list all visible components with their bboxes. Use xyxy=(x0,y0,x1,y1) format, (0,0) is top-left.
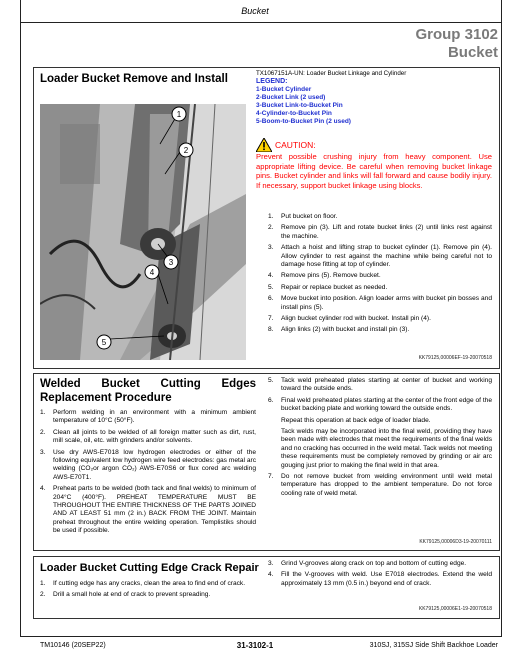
list-item: 2. Clean all joints to be welded of all foreign matter such as dirt, rust, mill scale, oil, etc. with grinders and/or solvents. xyxy=(40,428,256,445)
welded-edges-steps-left xyxy=(40,409,256,539)
list-item: 7. Do not remove bucket from welding environment until weld metal temperature has dropped to the ambient temperature. Do not force cooling rate of weld metal. xyxy=(268,473,492,497)
list-item: 5. Repair or replace bucket as needed. xyxy=(268,283,388,291)
bucket-linkage-photo xyxy=(40,104,246,360)
section-title-remove-install: Loader Bucket Remove and Install xyxy=(40,73,228,85)
section-title-welded-edges: Welded Bucket Cutting Edges Replacement Procedure xyxy=(40,378,256,404)
footer-model: 310SJ, 315SJ Side Shift Backhoe Loader xyxy=(369,642,498,649)
list-item: 2. Remove pin (3). Lift and rotate bucket links (2) until links rest against the machine. xyxy=(268,224,492,240)
photo-illustration xyxy=(40,104,246,360)
remove-install-steps xyxy=(268,213,492,338)
list-item: 2. Drill a small hole at end of crack to prevent spreading. xyxy=(40,591,211,599)
callout-label-1: 1 xyxy=(176,110,182,119)
list-item: 4. Preheat parts to be welded (both tack and final welds) to minimum of 204°C (400°F). PREHEAT TEMPERATURE MUST BE THROUGHOUT THE ENTIRE THICKNESS OF THE PARTS JOINED AND AT LEAST 51 mm (2 in.) BACK FROM THE JOINT. Maintain preheat throughout the entire welding operation. Templistiks should be used if possible. xyxy=(40,485,256,535)
reference-code-3: KK79125,00006E1-19-20070518 xyxy=(418,606,492,612)
legend-item-1: 1-Bucket Cylinder xyxy=(256,86,312,93)
list-item: 3. Attach a hoist and lifting strap to bucket cylinder (1). Remove pin (4). Allow cylinder to rest against the machine while being careful not to damage hose fitting at top of cylinder. xyxy=(268,244,492,269)
group-number: Group 3102 xyxy=(415,26,498,43)
list-item: 6. Final weld preheated plates starting at the center of the front edge of the bucket backing plate and working toward the outside ends. xyxy=(268,396,492,413)
legend-item-3: 3-Bucket Link-to-Bucket Pin xyxy=(256,102,343,109)
crack-repair-steps-left xyxy=(40,580,256,603)
caution-block xyxy=(256,138,492,190)
footer-doc-id: TM10146 (20SEP22) xyxy=(40,642,106,649)
list-item: 5. Tack weld preheated plates starting at center of bucket and working toward the outside ends. xyxy=(268,377,492,393)
callout-label-5: 5 xyxy=(101,338,107,347)
warning-icon xyxy=(256,138,272,152)
caution-text: Prevent possible crushing injury from heavy component. Use appropriate lifting device. Be careful when removing bucket linkage pins. Bucket cylinder and links will fall forward and cause bodily injury. If necessary, support bucket linkage using blocks. xyxy=(256,152,492,190)
list-item: 1. If cutting edge has any cracks, clean the area to find end of crack. xyxy=(40,580,246,587)
legend-item-2: 2-Bucket Link (2 used) xyxy=(256,94,326,101)
figure-caption: TX1067151A-UN: Loader Bucket Linkage and Cylinder xyxy=(256,70,407,77)
reference-code-2: KK79125,00006D3-19-20070111 xyxy=(419,539,492,545)
footer-page-number: 31-3102-1 xyxy=(236,641,274,650)
callout-label-3: 3 xyxy=(168,258,174,267)
list-item: 3. Use dry AWS-E7018 low hydrogen electrodes or either of the following equivalent low hydrogen wire feed electrodes: gas metal arc welding (CO₂or argon CO₂) AWS-E70S6 or flux cored arc welding AWS-E70T1. xyxy=(40,448,256,481)
note-repeat: Repeat this operation at back edge of loader blade. xyxy=(281,416,431,424)
list-item: 4. Remove pins (5). Remove bucket. xyxy=(268,272,381,280)
list-item: 4. Fill the V-grooves with weld. Use E7018 electrodes. Extend the weld approximately 13 mm (0.5 in.) beyond end of crack. xyxy=(268,571,492,587)
group-heading xyxy=(415,26,498,62)
reference-code-1: KK79125,00006EF-19-20070518 xyxy=(418,355,492,361)
list-item: 6. Move bucket into position. Align loader arms with bucket pin bosses and install pins (5). xyxy=(268,295,492,311)
welded-edges-steps-right xyxy=(268,377,492,501)
legend-item-5: 5-Boom-to-Bucket Pin (2 used) xyxy=(256,118,351,125)
note-tack-welds: Tack welds may be incorporated into the final weld, providing they have been made with electrodes that meet the requirements of the final welds and no cracking has occurred in the weld metal. Tack welds not meeting these requirements must be completely removed by grinding or air arc gouging just prior to making the final weld in that area. xyxy=(281,428,492,469)
section-title-crack-repair: Loader Bucket Cutting Edge Crack Repair xyxy=(40,562,259,574)
legend-item-4: 4-Cylinder-to-Bucket Pin xyxy=(256,110,332,117)
legend-title: LEGEND: xyxy=(256,78,288,85)
list-item: 1. Put bucket on floor. xyxy=(268,213,338,220)
list-item: 7. Align bucket cylinder rod with bucket. Install pin (4). xyxy=(268,315,431,323)
list-item: 1. Perform welding in an environment with a minimum ambient temperature of 10°C (50°F). xyxy=(40,409,256,425)
footer-rule xyxy=(20,636,502,637)
figure-legend-block xyxy=(256,70,492,126)
caution-title: CAUTION: xyxy=(275,140,316,150)
header-rule xyxy=(20,22,502,23)
callout-label-2: 2 xyxy=(183,146,189,155)
running-header: Bucket xyxy=(241,6,269,16)
crack-repair-steps-right xyxy=(268,560,492,591)
list-item: 8. Align links (2) with bucket and install pin (3). xyxy=(268,326,410,334)
callout-label-4: 4 xyxy=(149,268,155,277)
list-item: 3. Grind V-grooves along crack on top and bottom of cutting edge. xyxy=(268,560,467,567)
group-subtitle: Bucket xyxy=(447,44,498,61)
